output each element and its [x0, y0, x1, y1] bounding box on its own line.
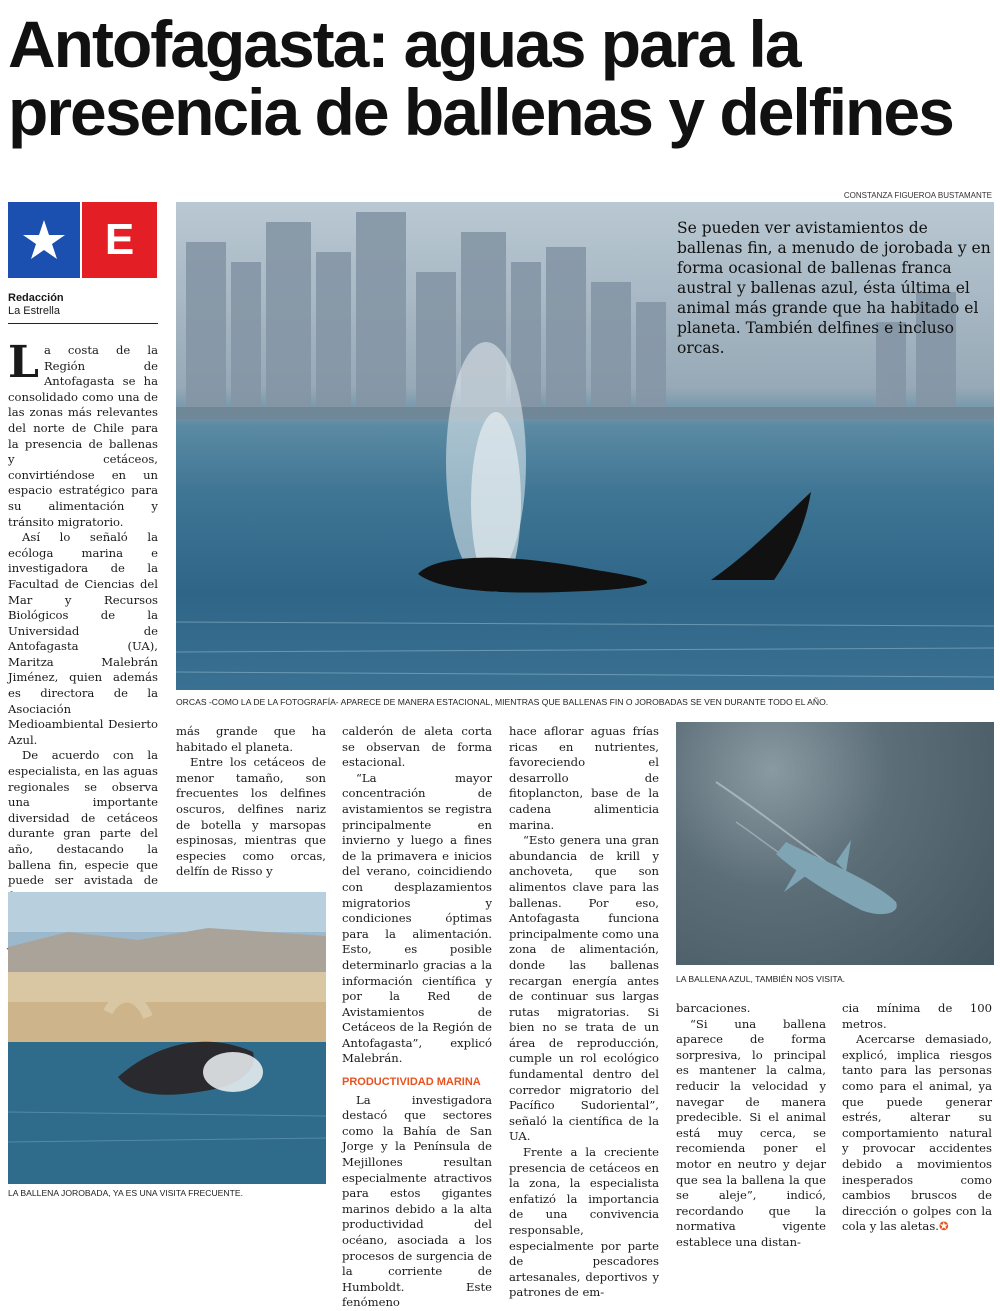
paragraph: La investigadora destacó que sectores como la Bahía de San Jorge y la Península de Mejillones resultan especialmente atractivos para estos gigantes marinos debido a la alta productividad del océano, asociada a los procesos de surgencia de la corriente de Humboldt. Este fenómeno — [342, 1092, 492, 1310]
pull-quote: Se pueden ver avistamientos de ballenas fin, a menudo de jorobada y en forma ocasional de ballenas franca austral y ballenas azul, ésta última el animal más grande que ha habitado el planeta. También delfines e incluso orcas. — [677, 219, 991, 357]
humpback-photo — [8, 892, 326, 1184]
paragraph: cia mínima de 100 metros. — [842, 1001, 992, 1031]
article-column-5 — [676, 1001, 826, 1251]
blue-whale-photo — [676, 722, 994, 965]
article-column-3 — [342, 724, 492, 1311]
end-mark-icon: ✪ — [938, 1219, 949, 1234]
headline-line-2: presencia de ballenas y delfines — [8, 75, 953, 149]
paragraph: barcaciones. — [676, 1001, 751, 1015]
caption-orca: ORCAS -COMO LA DE LA FOTOGRAFÍA- APARECE DE MANERA ESTACIONAL, MIENTRAS QUE BALLENAS FIN O JOROBADAS SE VEN DURANTE TODO EL AÑO. — [176, 697, 829, 707]
star-icon — [8, 202, 80, 278]
paragraph: Acercarse demasiado, explicó, implica riesgos tanto para las personas como para el animal, ya que puede generar estrés, alterar su comportamiento natural y provocar accidentes debido a movimientos inesperados como cambios bruscos de dirección o golpes con la cola y las aletas. — [842, 1032, 992, 1234]
byline-outlet: La Estrella — [8, 305, 60, 317]
article-column-4 — [509, 724, 659, 1301]
article-column-2 — [176, 724, 326, 880]
paragraph: De acuerdo con la especialista, en las aguas regionales se observa una importante diversidad de cetáceos durante gran parte del año, destacando la ballena fin, especie que puede ser avistada de — [8, 748, 158, 888]
headline — [8, 7, 998, 149]
drop-cap: L — [8, 337, 39, 388]
caption-blue-whale: LA BALLENA AZUL, TAMBIÉN NOS VISITA. — [676, 974, 846, 984]
paragraph: “La mayor concentración de avistamientos se registra principalmente en invierno y luego a fines de la primavera e inicios del verano, coincidiendo con desplazamientos migratorios y condiciones óptimas para la alimentación. Esto, es posible determinarlo gracias a la información científica y por la Red de Avistamientos de Cetáceos de la Región de Antofagasta”, explicó Malebrán. — [342, 770, 492, 1066]
newspaper-logo-star — [8, 202, 80, 278]
byline-divider — [8, 323, 158, 324]
paragraph: hace aflorar aguas frías ricas en nutrientes, favoreciendo el desarrollo de fitoplancton, base de la cadena alimenticia marina. — [509, 724, 659, 832]
paragraph: calderón de aleta corta se observan de forma estacional. — [342, 724, 492, 770]
article-column-6 — [842, 1001, 992, 1235]
section-subhead: PRODUCTIVIDAD MARINA — [342, 1076, 481, 1089]
paragraph: a costa de la Región de Antofagasta se ha consolidado como una de las zonas más relevantes del norte de Chile para la presencia de ballenas y cetáceos, convirtiéndose en un espacio estratégico para su alimentación y tránsito migratorio. — [8, 343, 158, 529]
photo-credit: CONSTANZA FIGUEROA BUSTAMANTE — [843, 191, 992, 200]
headline-line-1: Antofagasta: aguas para la — [8, 7, 800, 81]
newspaper-logo-letter: E — [82, 202, 157, 278]
paragraph: más grande que ha habitado el planeta. — [176, 724, 326, 754]
paragraph: Entre los cetáceos de menor tamaño, son frecuentes los delfines oscuros, delfines nariz de botella y marsopas espinosas, mientras que especies como orcas, delfín de Risso y — [176, 755, 326, 879]
paragraph: Así lo señaló la ecóloga marina e investigadora de la Facultad de Ciencias del Mar y Recursos Biológicos de la Universidad de Antofagasta (UA), Maritza Malebrán Jiménez, quien además es directora de la Asociación Medioambiental Desierto Azul. — [8, 530, 158, 747]
paragraph: Frente a la creciente presencia de cetáceos en la zona, la especialista enfatizó la importancia de una convivencia responsable, especialmente por parte de pescadores artesanales, deportivos y patrones de em- — [509, 1145, 659, 1300]
humpback-image — [8, 892, 326, 1184]
caption-humpback: LA BALLENA JOROBADA, YA ES UNA VISITA FRECUENTE. — [8, 1188, 243, 1198]
paragraph: “Si una ballena aparece de forma sorpresiva, lo principal es mantener la calma, reducir la velocidad y navegar de manera predecible. Si el animal está muy cerca, se recomienda poner el motor en neutro y dejar que sea la ballena la que se aleje”, indicó, recordando que la normativa vigente establece una distan- — [676, 1016, 826, 1249]
blue-whale-image — [676, 722, 994, 965]
byline-role: Redacción — [8, 292, 64, 304]
paragraph: “Esto genera una gran abundancia de krill y anchoveta, que son alimentos clave para las ballenas. Por eso, Antofagasta funciona principalmente como una zona de alimentación, donde las ballenas recargan energía antes de continuar sus largas rutas migratorias. Si bien no se trata de un área de reproducción, cumple un rol ecológico fundamental dentro del corredor migratorio del Pacífico Sudoriental”, señaló la científica de la UA. — [509, 833, 659, 1144]
